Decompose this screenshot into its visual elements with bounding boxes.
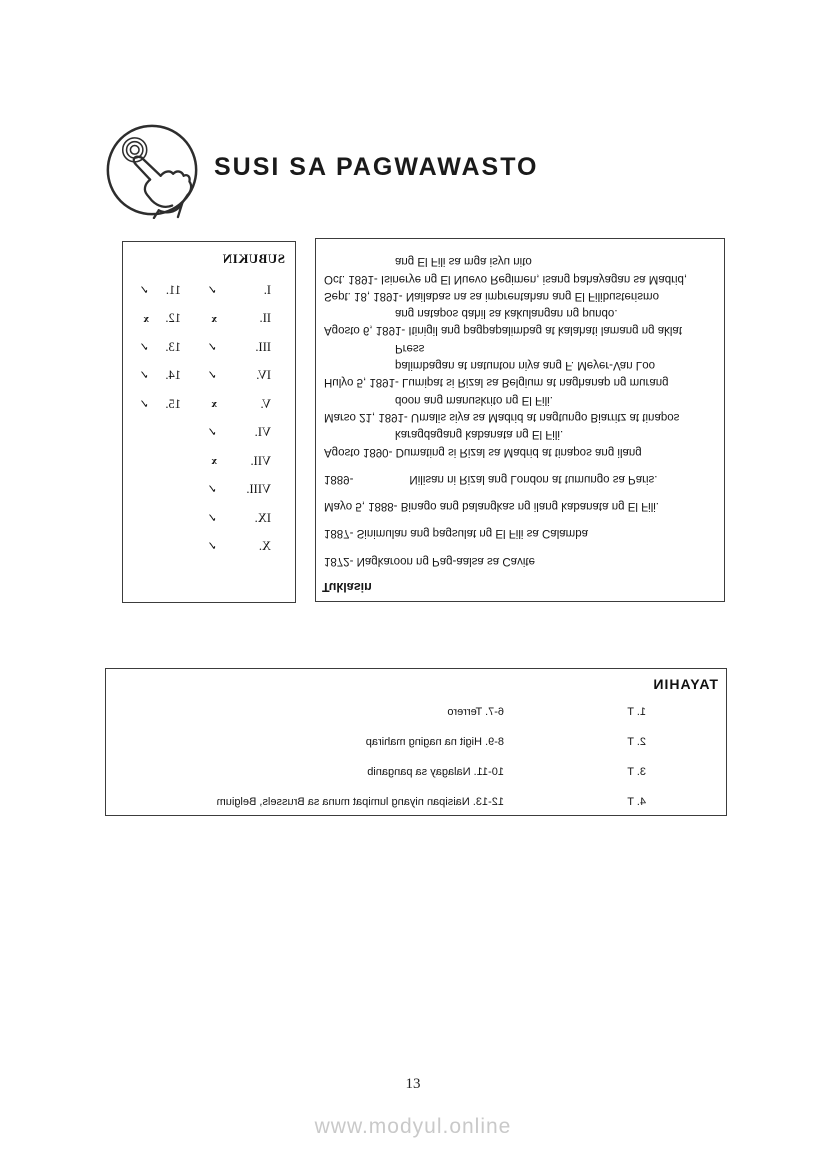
answer-row [123,447,295,476]
item-label: 15. [165,396,181,411]
timeline-line: 1872- Nagkaroon ng Pag-aalsa sa Cavite [324,554,535,567]
answer-row [123,333,295,362]
page-number: 13 [405,1076,421,1092]
tuklasin-answer-box [315,238,725,602]
item-label: 14. [165,368,181,383]
item-label: IV. [256,368,271,383]
subukin-heading: SUBUKIN [222,251,285,266]
check-mark: ✓ [206,339,217,354]
subukin-mirrored-content [123,242,295,602]
tayahin-heading: TAYAHIN [652,676,718,692]
answer-row [123,276,295,305]
tuklasin-heading: Tuklasin [322,580,372,594]
item-label: 12. [165,311,181,326]
item-label: V. [260,396,271,411]
check-mark: ✓ [206,282,217,297]
answer-row [123,305,295,334]
answer-row [106,787,726,817]
tayahin-answer-box [105,668,727,816]
subukin-answer-box [122,241,296,603]
x-mark: x [211,312,217,325]
answer-row [106,727,726,757]
x-mark: x [211,455,217,468]
item-answer-text: 12-13. Naisipan niyang lumipat muna sa Brussels, Belgium [216,796,504,808]
answer-row [123,390,295,419]
item-answer: 1. T [627,706,646,718]
item-label: VII. [250,453,271,468]
timeline-line: Agosto 1890- Dumating si Rizal sa Madrid at tinapos ang ilang [324,445,642,458]
check-mark: ✓ [206,368,217,383]
check-mark: ✓ [206,539,217,554]
timeline-line: Marso 21, 1891- Umalis siya sa Madrid at nagtungo Biarritz at tinapos [324,410,680,423]
tap-hand-icon [104,121,200,219]
item-label: I. [263,282,271,297]
timeline-line: doon ang manuskrito ng El Fili. [395,393,553,406]
timeline-line: Oct. 1891- Isinerye ng El Nuevo Regimen, isang pahayagan sa Madrid, [324,272,688,285]
timeline-line: Hulyo 5, 1891- Lumipat si Rizal sa Belgium at naghanap ng murang [324,376,669,389]
timeline-line: ang natapos dahil sa kakulangan ng pundo. [395,307,618,320]
check-mark: ✓ [206,510,217,525]
tayahin-rows [106,697,726,817]
item-label: X. [258,539,271,554]
timeline-line: Mayo 5, 1888- Binago ang balangkas ng ilang kabanata ng El Fili. [324,500,660,513]
check-mark: ✓ [206,482,217,497]
item-answer-text: 6-7. Terrero [447,706,504,718]
tayahin-mirrored-content [106,669,726,815]
check-mark: ✓ [206,425,217,440]
item-label: IX. [254,510,271,525]
check-mark: ✓ [138,282,149,297]
item-answer: 3. T [627,766,646,778]
check-mark: ✓ [138,339,149,354]
answer-row [123,476,295,505]
timeline-line: 1887- Sinimulan ang pagsulat ng El Fili sa Calamba [324,527,589,540]
answer-row [123,362,295,391]
tap-hand-icon-svg [104,121,200,219]
item-answer: 2. T [627,736,646,748]
timeline-line: ang El Fili sa mga isyu nito [395,255,532,268]
item-answer-text: 10-11. Nalagay sa panganib [367,766,504,778]
answer-row [106,697,726,727]
answer-row [123,419,295,448]
item-answer-text: 8-9. Higit na naging mahirap [365,736,504,748]
timeline-line: karagdagang kabanata ng El Fili. [395,428,564,441]
timeline-line [320,470,718,487]
check-mark: ✓ [138,396,149,411]
x-mark: x [211,398,217,411]
tuklasin-flipped-content [316,239,724,601]
item-label: 11. [165,282,181,297]
tuklasin-timeline [316,252,724,601]
item-label: VIII. [246,482,271,497]
item-answer: 4. T [627,796,646,808]
item-label: III. [255,339,271,354]
timeline-line: Agosto 6, 1891- Itinigil ang pagpapalimbag at kalahati lamang ng aklat [324,324,683,337]
subukin-rows [123,276,295,561]
timeline-line: Sept. 18, 1891- Nailabas na sa imprentahan ang El Filibusterismo [324,289,659,302]
page-title: SUSI SA PAGWAWASTO [214,153,539,181]
timeline-line: Press [395,341,425,354]
timeline-line: palimbagan at natunton niya ang F. Meyer-Van Loo [395,359,655,372]
timeline-text: Nilisan ni Rizal ang London at tumungo sa Paris. [409,472,658,485]
answer-row [106,757,726,787]
item-label: 13. [165,339,181,354]
answer-row [123,504,295,533]
watermark-text: www.modyul.online [314,1115,512,1138]
answer-row [123,533,295,562]
item-label: II. [259,311,271,326]
x-mark: x [143,312,149,325]
item-label: VI. [254,425,271,440]
timeline-year: 1889- [324,472,354,485]
check-mark: ✓ [138,368,149,383]
